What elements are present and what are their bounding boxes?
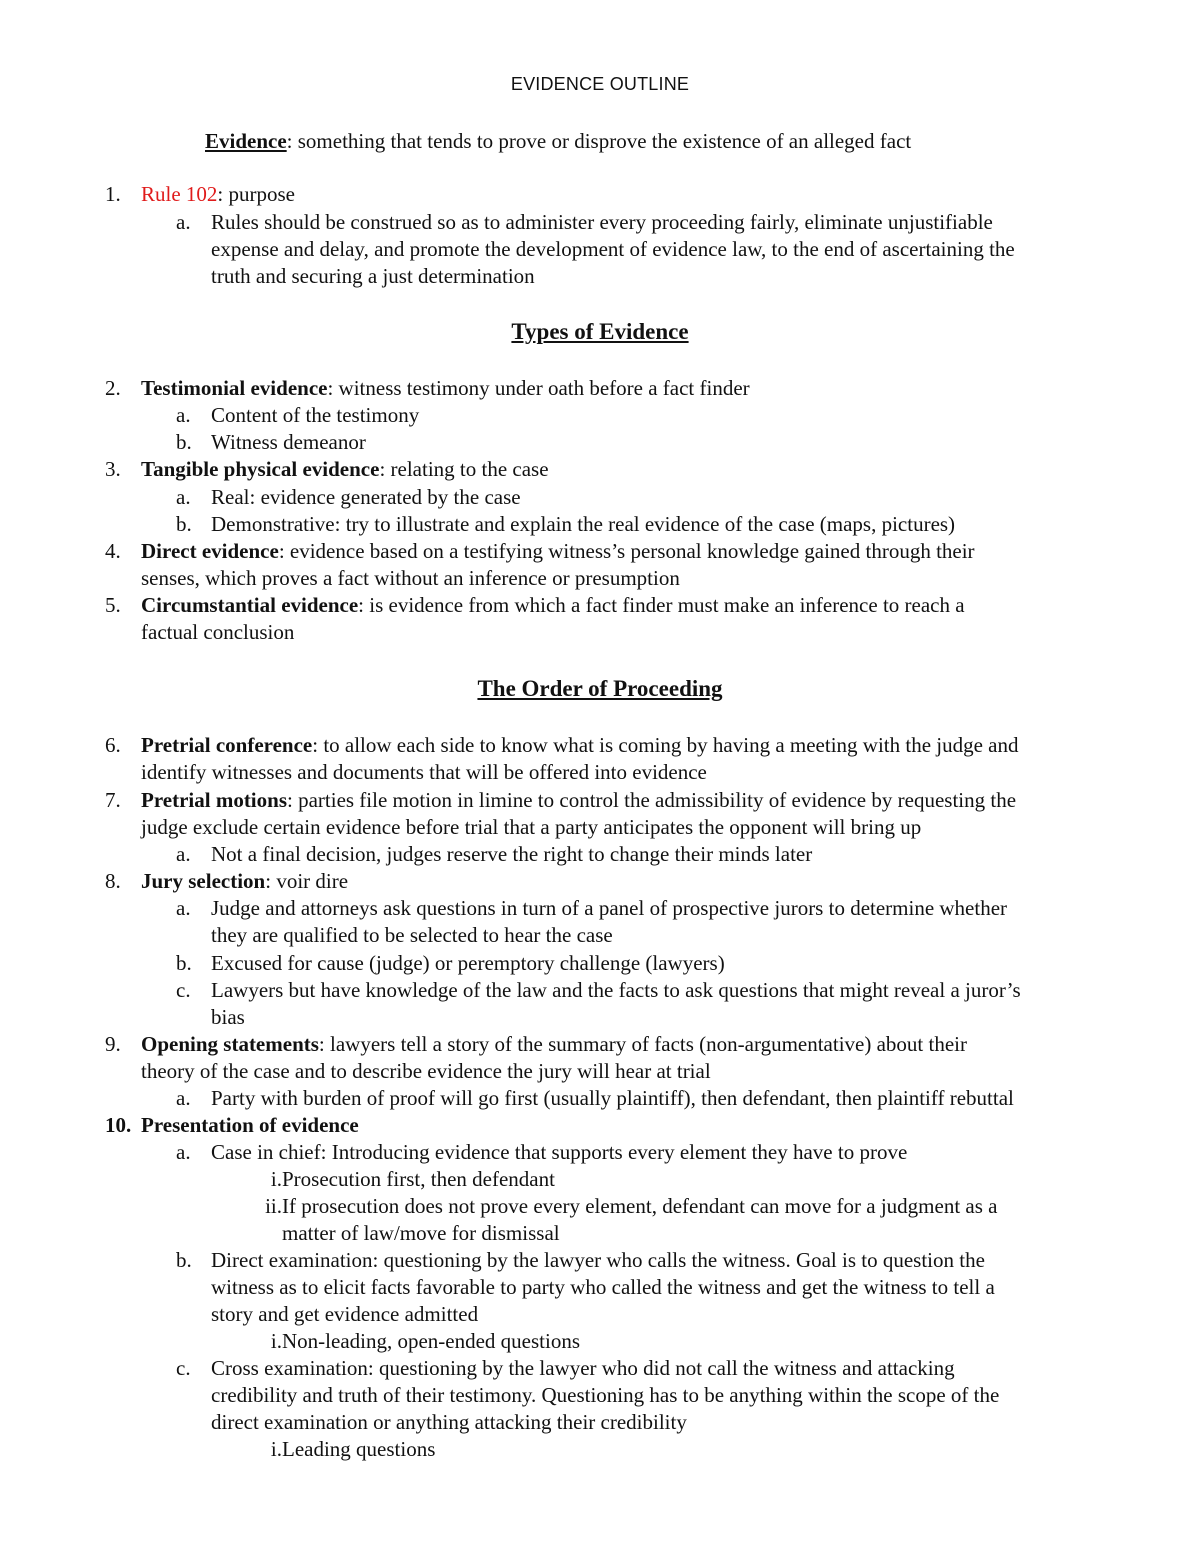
item-number: b. <box>176 951 192 975</box>
item-text: : lawyers tell a story of the summary of facts (non-argumentative) about their <box>318 1032 967 1056</box>
document-title: EVIDENCE OUTLINE <box>510 74 690 94</box>
item-text: : voir dire <box>265 869 349 893</box>
item-number: a. <box>176 1140 191 1164</box>
item-number: b. <box>176 512 192 536</box>
item-number: 4. <box>105 539 121 563</box>
item-text: Demonstrative: try to illustrate and explain the real evidence of the case (maps, pictures) <box>211 512 956 536</box>
item-10a-ii-line2: matter of law/move for dismissal <box>282 1221 560 1245</box>
item-text: Cross examination: questioning by the lawyer who did not call the witness and attacking <box>211 1356 955 1380</box>
item-3 <box>105 456 549 483</box>
item-text: : relating to the case <box>379 457 549 481</box>
item-text: Non-leading, open-ended questions <box>282 1329 581 1353</box>
item-8a-line2: they are qualified to be selected to hear the case <box>211 923 613 947</box>
evidence-definition <box>205 128 911 155</box>
item-3a <box>176 484 521 511</box>
item-6 <box>105 732 1019 759</box>
item-label: Jury selection <box>141 869 266 893</box>
item-4 <box>105 538 975 565</box>
item-7-line2: judge exclude certain evidence before trial that a party anticipates the opponent will bring up <box>141 815 922 839</box>
item-text: Witness demeanor <box>211 430 366 454</box>
item-5-line2: factual conclusion <box>141 620 295 644</box>
item-1a-line2: expense and delay, and promote the development of evidence law, to the end of ascertaining the <box>211 237 1015 261</box>
heading-order-of-proceeding: The Order of Proceeding <box>477 676 723 701</box>
heading-types-of-evidence: Types of Evidence <box>511 319 689 344</box>
item-number: 6. <box>105 733 121 757</box>
item-text: If prosecution does not prove every element, defendant can move for a judgment as a <box>282 1194 998 1218</box>
item-10a <box>176 1139 907 1166</box>
item-text: Excused for cause (judge) or peremptory challenge (lawyers) <box>211 951 725 975</box>
item-9a <box>176 1085 1014 1112</box>
item-10b-i <box>246 1328 580 1355</box>
item-10c-line2: credibility and truth of their testimony. Questioning has to be anything within the scope of the <box>211 1383 1000 1407</box>
item-text: Case in chief: Introducing evidence that supports every element they have to prove <box>211 1140 908 1164</box>
item-7a <box>176 841 812 868</box>
item-2a <box>176 402 419 429</box>
item-10c-i <box>246 1436 435 1463</box>
item-number: 3. <box>105 457 121 481</box>
item-number: 7. <box>105 788 121 812</box>
item-text: Prosecution first, then defendant <box>282 1167 555 1191</box>
item-6-line2: identify witnesses and documents that will be offered into evidence <box>141 760 707 784</box>
item-10b-line2: witness as to elicit facts favorable to party who called the witness and get the witness to tell a <box>211 1275 995 1299</box>
item-5 <box>105 592 965 619</box>
item-10c-line3: direct examination or anything attacking their credibility <box>211 1410 687 1434</box>
item-8c <box>176 977 1021 1004</box>
item-label: Tangible physical evidence <box>141 457 380 481</box>
item-label: Opening statements <box>141 1032 319 1056</box>
item-text: Not a final decision, judges reserve the right to change their minds later <box>211 842 813 866</box>
item-number: i. <box>270 1167 282 1191</box>
item-10a-ii <box>246 1193 998 1220</box>
item-number: c. <box>176 978 191 1002</box>
item-text: Judge and attorneys ask questions in turn of a panel of prospective jurors to determine whether <box>211 896 1008 920</box>
item-number: 8. <box>105 869 121 893</box>
item-number: a. <box>176 842 191 866</box>
item-label: Direct evidence <box>141 539 279 563</box>
item-4-line2: senses, which proves a fact without an inference or presumption <box>141 566 680 590</box>
item-text: Direct examination: questioning by the lawyer who calls the witness. Goal is to question the <box>211 1248 985 1272</box>
item-number: i. <box>270 1329 282 1353</box>
item-text: : evidence based on a testifying witness’s personal knowledge gained through their <box>278 539 975 563</box>
definition-text: : something that tends to prove or disprove the existence of an alleged fact <box>286 129 912 153</box>
item-2b <box>176 429 366 456</box>
item-1a <box>176 209 993 236</box>
item-number: 2. <box>105 376 121 400</box>
item-label: Pretrial motions <box>141 788 287 812</box>
item-number: i. <box>270 1437 282 1461</box>
item-number: a. <box>176 210 191 234</box>
item-text: : is evidence from which a fact finder must make an inference to reach a <box>358 593 965 617</box>
item-1 <box>105 181 295 208</box>
item-number: a. <box>176 403 191 427</box>
item-10b <box>176 1247 985 1274</box>
item-text: : parties file motion in limine to control the admissibility of evidence by requesting the <box>287 788 1017 812</box>
item-label: Presentation of evidence <box>141 1113 359 1137</box>
item-10 <box>105 1112 359 1139</box>
item-number: b. <box>176 430 192 454</box>
item-label: Testimonial evidence <box>141 376 328 400</box>
item-9 <box>105 1031 967 1058</box>
item-text: : to allow each side to know what is coming by having a meeting with the judge and <box>312 733 1019 757</box>
item-10a-i <box>246 1166 555 1193</box>
item-number: a. <box>176 1086 191 1110</box>
item-8b <box>176 950 725 977</box>
item-number: a. <box>176 485 191 509</box>
item-text: Party with burden of proof will go first (usually plaintiff), then defendant, then plaintiff rebuttal <box>211 1086 1014 1110</box>
item-number: c. <box>176 1356 191 1380</box>
item-text: Content of the testimony <box>211 403 420 427</box>
item-number: b. <box>176 1248 192 1272</box>
item-1a-line3: truth and securing a just determination <box>211 264 535 288</box>
item-number: 5. <box>105 593 121 617</box>
item-text: Leading questions <box>282 1437 436 1461</box>
item-number: 10. <box>105 1113 132 1137</box>
item-number: 1. <box>105 182 121 206</box>
item-8c-line2: bias <box>211 1005 245 1029</box>
item-number: ii. <box>265 1194 282 1218</box>
item-3b <box>176 511 955 538</box>
item-9-line2: theory of the case and to describe evidence the jury will hear at trial <box>141 1059 711 1083</box>
item-number: a. <box>176 896 191 920</box>
item-label: Circumstantial evidence <box>141 593 359 617</box>
rule-label: Rule 102 <box>141 182 218 206</box>
item-2 <box>105 375 750 402</box>
item-8 <box>105 868 348 895</box>
item-text: Real: evidence generated by the case <box>211 485 521 509</box>
item-number: 9. <box>105 1032 121 1056</box>
item-label: Pretrial conference <box>141 733 313 757</box>
item-text: Lawyers but have knowledge of the law and the facts to ask questions that might reveal a juror’s <box>211 978 1021 1002</box>
item-text: : purpose <box>217 182 295 206</box>
item-text: : witness testimony under oath before a fact finder <box>327 376 750 400</box>
item-10b-line3: story and get evidence admitted <box>211 1302 479 1326</box>
item-8a <box>176 895 1007 922</box>
item-10c <box>176 1355 955 1382</box>
definition-term: Evidence <box>205 129 287 153</box>
item-text: Rules should be construed so as to administer every proceeding fairly, eliminate unjustifiable <box>211 210 993 234</box>
item-7 <box>105 787 1016 814</box>
